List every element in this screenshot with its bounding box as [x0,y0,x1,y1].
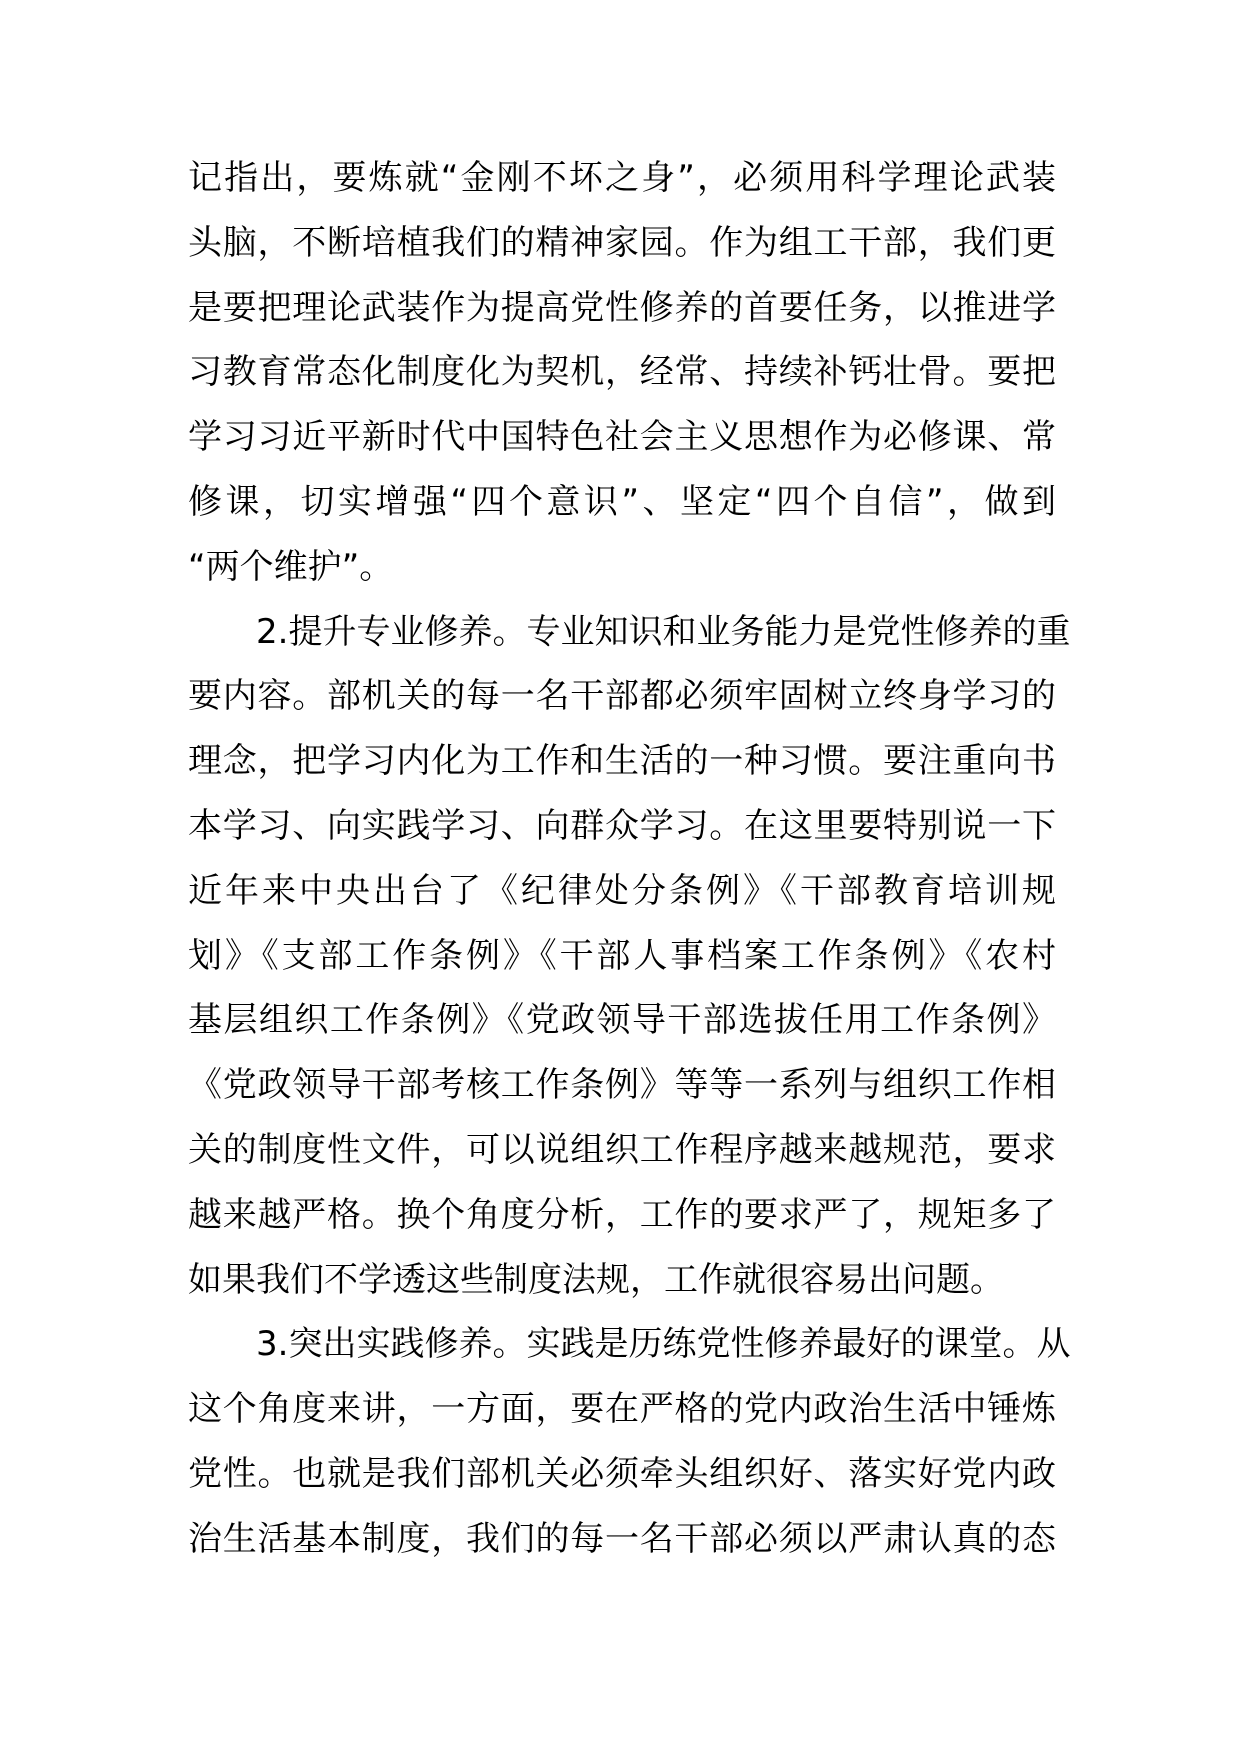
text-line: 如果我们不学透这些制度法规，工作就很容易出问题。 [188,1259,1004,1300]
text-line: 关的制度性文件，可以说组织工作程序越来越规范，要求 [188,1129,1056,1170]
text-line: 头脑，不断培植我们的精神家园。作为组工干部，我们更 [188,222,1056,263]
text-line: 本学习、向实践学习、向群众学习。在这里要特别说一下 [188,805,1056,846]
text-line: 学习习近平新时代中国特色社会主义思想作为必修课、常 [188,417,1056,458]
text-line: 越来越严格。换个角度分析，工作的要求严了，规矩多了 [188,1194,1056,1235]
text-line: 是要把理论武装作为提高党性修养的首要任务，以推进学 [188,287,1056,328]
text-line: 习教育常态化制度化为契机，经常、持续补钙壮骨。要把 [188,352,1056,393]
text-line: 基层组织工作条例》《党政领导干部选拔任用工作条例》 [188,1000,1056,1041]
text-line: 记指出，要炼就“金刚不坏之身”，必须用科学理论武装 [188,158,1056,198]
text-line: 2.提升专业修养。专业知识和业务能力是党性修养的重 [256,611,1071,652]
body-text [188,146,1071,1572]
text-line: 修课，切实增强“四个意识”、坚定“四个自信”，做到 [188,481,1056,522]
text-line: “两个维护”。 [188,546,394,587]
text-line: 近年来中央出台了《纪律处分条例》《干部教育培训规 [188,870,1056,911]
text-line: 治生活基本制度，我们的每一名干部必须以严肃认真的态 [188,1518,1056,1559]
text-line: 要内容。部机关的每一名干部都必须牢固树立终身学习的 [188,676,1056,717]
text-line: 理念，把学习内化为工作和生活的一种习惯。要注重向书 [188,741,1056,782]
text-line: 《党政领导干部考核工作条例》等等一系列与组织工作相 [188,1065,1056,1106]
text-line: 党性。也就是我们部机关必须牵头组织好、落实好党内政 [188,1453,1056,1494]
text-line: 3.突出实践修养。实践是历练党性修养最好的课堂。从 [256,1324,1071,1365]
text-line: 这个角度来讲，一方面，要在严格的党内政治生活中锤炼 [188,1389,1056,1430]
text-line: 划》《支部工作条例》《干部人事档案工作条例》《农村 [188,935,1056,976]
